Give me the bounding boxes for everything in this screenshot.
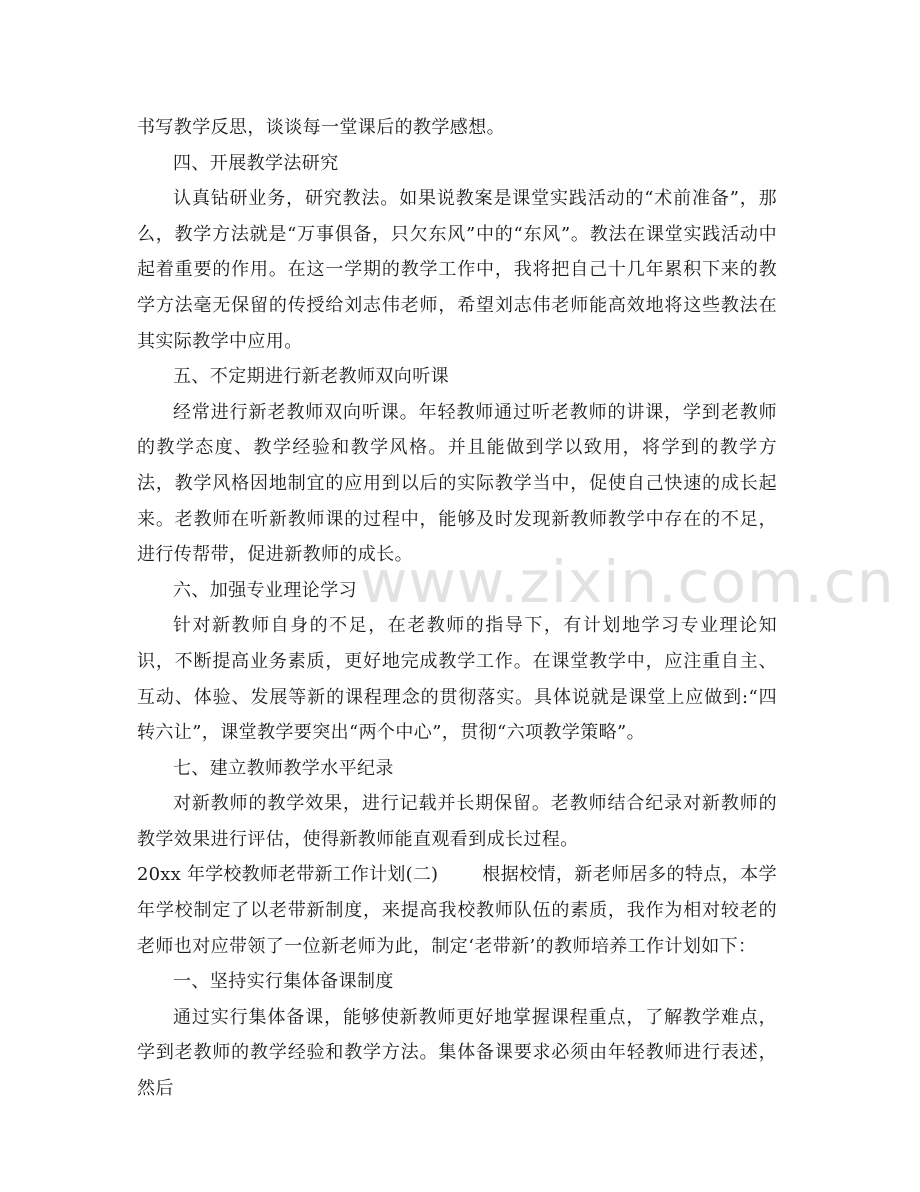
heading-theory-study: 六、加强专业理论学习 xyxy=(173,579,357,601)
paragraph-theory-study: 针对新教师自身的不足，在老教师的指导下，有计划地学习专业理论知识，不断提高业务素质，更好地完成教学工作。在课堂教学中，应注重自主、互动、体验、发展等新的课程理念的贯彻落实。具体说就是课堂上应做到:“四转六让”，课堂教学要突出“两个中心”，贯彻“六项教学策略”。 xyxy=(137,615,777,744)
document-body xyxy=(137,110,777,1107)
heading-teaching-method-research: 四、开展教学法研究 xyxy=(173,152,339,174)
paragraph-reflection-tail: 书写教学反思，谈谈每一堂课后的教学感想。 xyxy=(137,117,505,138)
paragraph-mutual-lesson-observation: 经常进行新老教师双向听课。年轻教师通过听老教师的讲课，学到老教师的教学态度、教学经验和教学风格。并且能做到学以致用，将学到的教学方法，教学风格因地制宜的应用到以后的实际教学当中，促使自己快速的成长起来。老教师在听新教师课的过程中，能够及时发现新教师教学中存在的不足，进行传帮带，促进新教师的成长。 xyxy=(137,401,777,566)
paragraph-teaching-record: 对新教师的教学效果，进行记载并长期保留。老教师结合纪录对新教师的教学效果进行评估，使得新教师能直观看到成长过程。 xyxy=(137,793,777,850)
heading-mutual-lesson-observation: 五、不定期进行新老教师双向听课 xyxy=(173,366,449,388)
heading-collective-lesson-prep: 一、坚持实行集体备课制度 xyxy=(173,971,394,993)
section-intro-text: 根据校情，新老师居多的特点，本学年学校制定了以老带新制度，来提高我校教师队伍的素质，我作为相对较老的老师也对应带领了一位新老师为此，制定‘老带新’的教师培养工作计划如下： xyxy=(137,864,777,957)
watermark: www.zixin.com.cn xyxy=(360,548,895,616)
paragraph-collective-lesson-prep: 通过实行集体备课，能够使新教师更好地掌握课程重点，了解教学难点，学到老教师的教学经验和教学方法。集体备课要求必须由年轻教师进行表述，然后 xyxy=(137,1006,777,1100)
section-two-intro xyxy=(137,857,777,964)
paragraph-teaching-method: 认真钻研业务，研究教法。如果说教案是课堂实践活动的“术前准备”，那么，教学方法就是“万事俱备，只欠东风”中的“东风”。教法在课堂实践活动中起着重要的作用。在这一学期的教学工作中，我将把自己十几年累积下来的教学方法毫无保留的传授给刘志伟老师，希望刘志伟老师能高效地将这些教法在其实际教学中应用。 xyxy=(137,188,777,352)
heading-teaching-record: 七、建立教师教学水平纪录 xyxy=(173,757,394,779)
section-title: 20xx 年学校教师老带新工作计划(二) xyxy=(137,864,439,886)
